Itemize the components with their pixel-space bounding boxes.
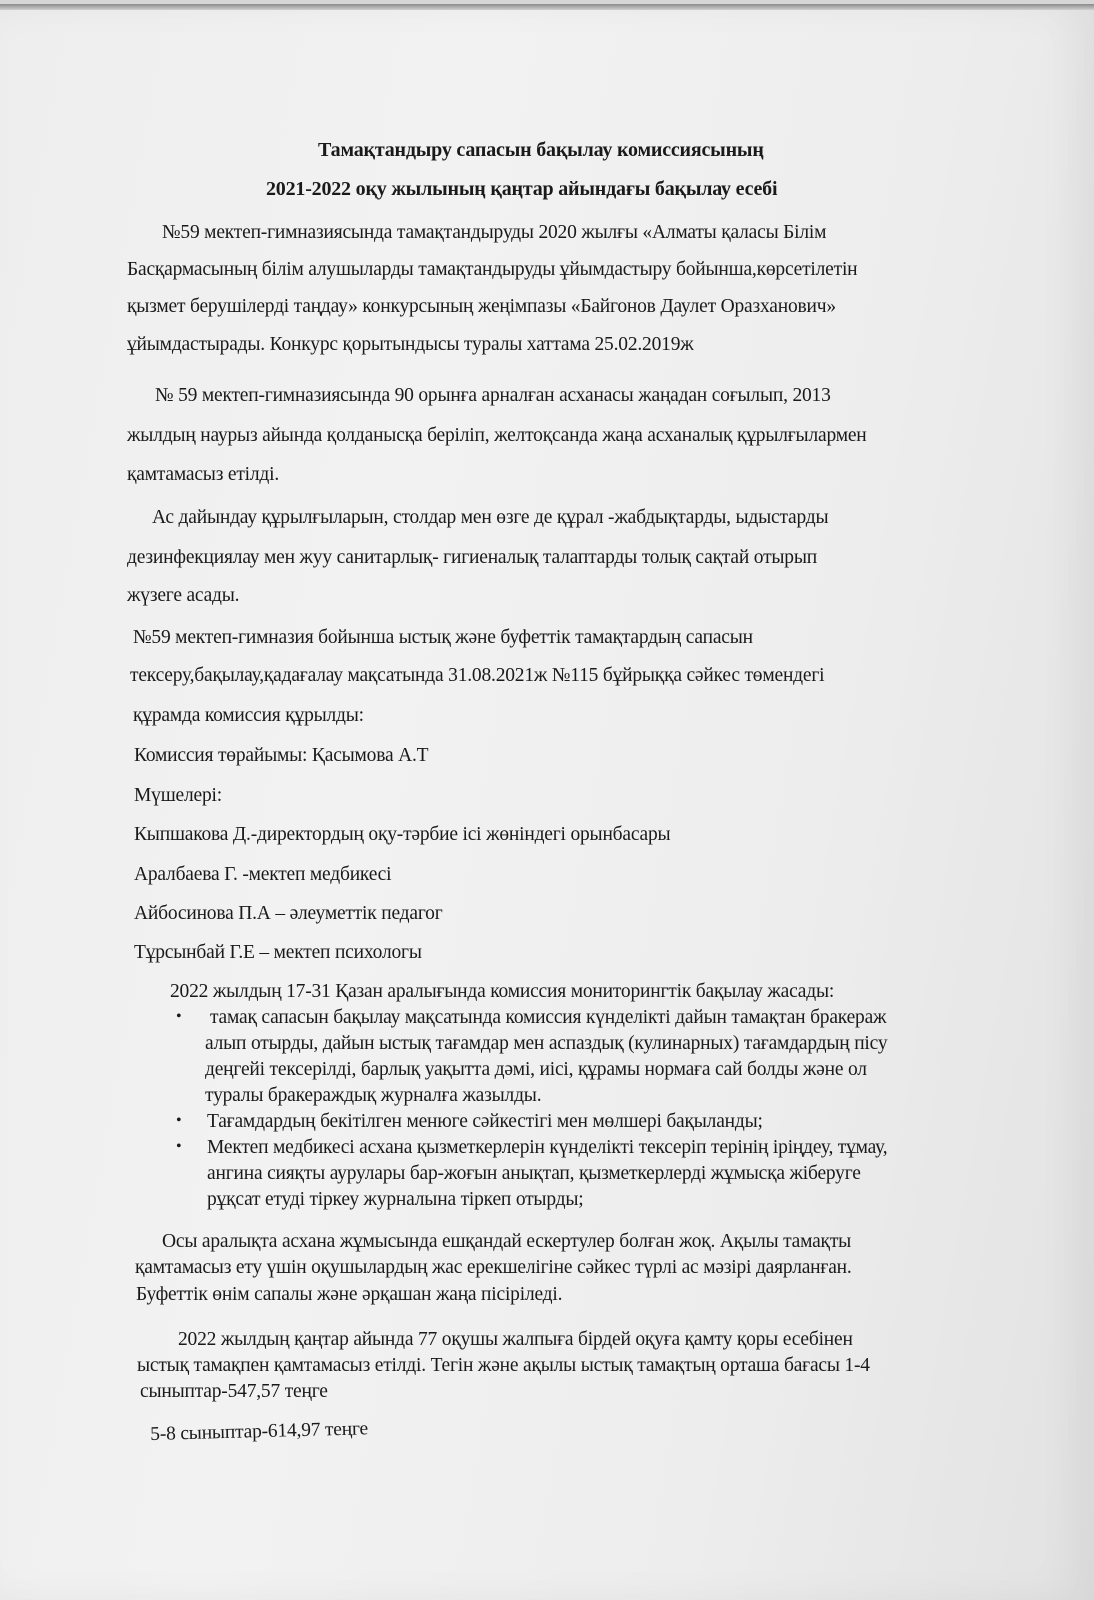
- bullet-3-line: ангина сияқты аурулары бар-жоғын анықтап, қызметкерлерді жұмысқа жіберуге: [207, 1163, 861, 1184]
- bullet-3-line: Мектеп медбикесі асхана қызметкерлерін күнделікті тексеріп терінің іріңдеу, тұмау,: [207, 1137, 888, 1158]
- paper-page: [0, 4, 1094, 1600]
- members-label: Мүшелері:: [134, 785, 222, 806]
- paragraph-1-line: ұйымдастырады. Конкурс қорытындысы туралы хаттама 25.02.2019ж: [127, 334, 694, 355]
- price-5-8: 5-8 сыныптар-614,97 теңге: [150, 1418, 369, 1445]
- paragraph-6-line: 2022 жылдың қаңтар айында 77 оқушы жалпыға бірдей оқуға қамту қоры есебінен: [178, 1329, 853, 1350]
- paragraph-1-line: қызмет берушілерді таңдау» конкурсының жеңімпазы «Байгонов Даулет Оразханович»: [127, 296, 836, 317]
- bullet-2-line: Тағамдардың бекітілген менюге сәйкестігі мен мөлшері бақыланды;: [207, 1111, 763, 1132]
- monitoring-intro: 2022 жылдың 17-31 Қазан аралығында комиссия мониторингтік бақылау жасады:: [170, 981, 835, 1002]
- paragraph-3-line: Ас дайындау құрылғыларын, столдар мен өзге де құрал -жабдықтарды, ыдыстарды: [152, 507, 829, 528]
- bullet-icon: •: [176, 1138, 182, 1155]
- bullet-1-line: туралы бракераждық журналға жазылды.: [205, 1085, 542, 1106]
- paragraph-6-line: ыстық тамақпен қамтамасыз етілді. Тегін және ақылы ыстық тамақтың орташа бағасы 1-4: [137, 1355, 870, 1376]
- paper-top-edge: [0, 4, 1094, 10]
- paragraph-2-line: қамтамасыз етілді.: [127, 464, 280, 485]
- bullet-3-line: рұқсат етуді тіркеу журналына тіркеп отырды;: [207, 1189, 584, 1210]
- paragraph-5-line: Осы аралықта асхана жұмысында ешқандай ескертулер болған жоқ. Ақылы тамақты: [162, 1231, 852, 1252]
- bullet-icon: •: [176, 1008, 182, 1025]
- member-item: Аралбаева Г. -мектеп медбикесі: [134, 864, 392, 885]
- bullet-icon: •: [176, 1112, 182, 1129]
- member-item: Кыпшакова Д.-директордың оқу-тәрбие ісі жөніндегі орынбасары: [134, 824, 671, 845]
- bullet-1-line: алып отырды, дайын ыстық тағамдар мен аспаздық (кулинарных) тағамдардың пісу: [205, 1033, 888, 1054]
- paragraph-4-line: құрамда комиссия құрылды:: [133, 705, 364, 726]
- paragraph-4-line: №59 мектеп-гимназия бойынша ыстық және буфеттік тамақтардың сапасын: [133, 627, 753, 648]
- bullet-1-line: деңгейі тексерілді, барлық уақытта дәмі, иісі, құрамы нормаға сай болды және ол: [205, 1059, 867, 1080]
- paragraph-1-line: Басқармасының білім алушыларды тамақтандыруды ұйымдастыру бойынша,көрсетілетін: [127, 259, 858, 280]
- paragraph-1-line: №59 мектеп-гимназиясында тамақтандыруды 2020 жылғы «Алматы қаласы Білім: [162, 222, 827, 243]
- bullet-1-line: тамақ сапасын бақылау мақсатында комиссия күнделікті дайын тамақтан бракераж: [210, 1007, 887, 1028]
- paragraph-3-line: жүзеге асады.: [127, 585, 240, 606]
- paragraph-3-line: дезинфекциялау мен жуу санитарлық- гигиеналық талаптарды толық сақтай отырып: [127, 547, 817, 568]
- member-item: Айбосинова П.А – әлеуметтік педагог: [134, 903, 443, 924]
- title-line-2: 2021-2022 оқу жылының қаңтар айындағы бақылау есебі: [266, 178, 778, 200]
- paragraph-5-line: Буфеттік өнім сапалы және әрқашан жаңа пісіріледі.: [136, 1284, 563, 1305]
- paragraph-2-line: жылдың наурыз айында қолданысқа беріліп, желтоқсанда жаңа асханалық құрылғылармен: [127, 425, 867, 446]
- paragraph-2-line: № 59 мектеп-гимназиясында 90 орынға арналған асханасы жаңадан соғылып, 2013: [155, 385, 831, 406]
- commission-chair: Комиссия төрайымы: Қасымова А.Т: [134, 745, 429, 766]
- paragraph-4-line: тексеру,бақылау,қадағалау мақсатында 31.08.2021ж №115 бұйрыққа сәйкес төмендегі: [130, 665, 825, 686]
- paragraph-5-line: қамтамасыз ету үшін оқушылардың жас ерекшелігіне сәйкес түрлі ас мәзірі даярланған.: [135, 1257, 852, 1278]
- member-item: Тұрсынбай Г.Е – мектеп психологы: [134, 942, 422, 963]
- paragraph-6-line: сыныптар-547,57 теңге: [140, 1381, 328, 1402]
- title-line-1: Тамақтандыру сапасын бақылау комиссиясының: [318, 139, 764, 161]
